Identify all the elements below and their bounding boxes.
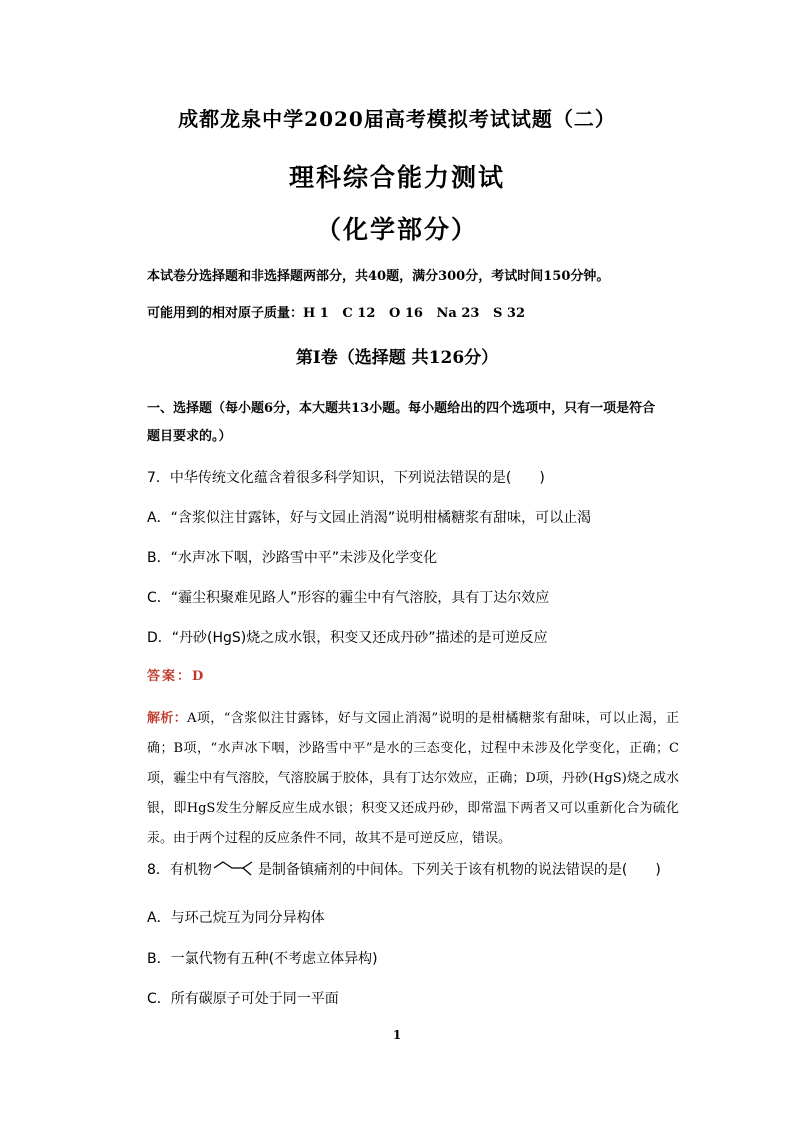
answer-label: 答案： <box>147 669 193 684</box>
question-8-stem-end: 是制备镇痛剂的中间体。下列关于该有机物的说法错误的是( ) <box>257 862 661 878</box>
answer-value: D <box>192 669 204 684</box>
question-7-option-b: B．“水声冰下咽，沙路雪中平”未涉及化学变化 <box>147 550 438 566</box>
atomic-masses-note: 可能用到的相对原子质量：H 1 C 12 O 16 Na 23 S 32 <box>147 306 525 321</box>
question-7-option-c: C．“霾尘积聚难见路人”形容的霾尘中有气溶胶，具有丁达尔效应 <box>147 590 550 606</box>
question-8-stem <box>147 858 661 880</box>
explanation-text: A项，“含浆似注甘露钵，好与文园止消渴”说明的是柑橘糖浆有甜味，可以止渴，正确；B项，“水声冰下咽，沙路雪中平”是水的三态变化，过程中未涉及化学变化，正确；C项，霾尘中有气溶胶，气溶胶属于胶体，具有丁达尔效应，正确；D项，丹砂(HgS)烧之成水银，即HgS发生分解反应生成水银；积变又还成丹砂，即常温下两者又可以重新化合为硫化汞。由于两个过程的反应条件不同，故其不是可逆反应，错误。 <box>147 711 679 846</box>
exam-subtitle: 理科综合能力测试 <box>288 163 505 192</box>
question-8-option-a: A．与环己烷互为同分异构体 <box>147 910 325 926</box>
section-title: 第Ⅰ卷（选择题 共126分） <box>295 348 499 368</box>
section-instructions: 一、选择题（每小题6分，本大题共13小题。每小题给出的四个选项中，只有一项是符合题目要求的。） <box>147 401 656 444</box>
exam-info-note: 本试卷分选择题和非选择题两部分，共40题，满分300分，考试时间150分钟。 <box>147 269 610 284</box>
question-8-option-b: B．一氯代物有五种(不考虑立体异构) <box>147 951 378 967</box>
question-7-stem: 7．中华传统文化蕴含着很多科学知识，下列说法错误的是( ) <box>147 470 545 486</box>
question-7-option-d: D．“丹砂(HgS)烧之成水银，积变又还成丹砂”描述的是可逆反应 <box>147 630 548 646</box>
question-8-option-c: C．所有碳原子可处于同一平面 <box>147 991 339 1007</box>
exam-part: （化学部分） <box>315 215 478 244</box>
page-number: 1 <box>392 1028 402 1042</box>
question-7-explanation <box>147 704 679 854</box>
exam-title: 成都龙泉中学2020届高考模拟考试试题（二） <box>178 107 616 131</box>
question-7-option-a: A．“含浆似注甘露钵，好与文园止消渴”说明柑橘糖浆有甜味，可以止渴 <box>147 510 592 526</box>
skeletal-formula-icon <box>213 858 257 880</box>
question-7-answer <box>147 665 203 684</box>
explanation-label: 解析： <box>147 711 188 726</box>
question-8-stem-start: 8．有机物 <box>147 862 212 878</box>
